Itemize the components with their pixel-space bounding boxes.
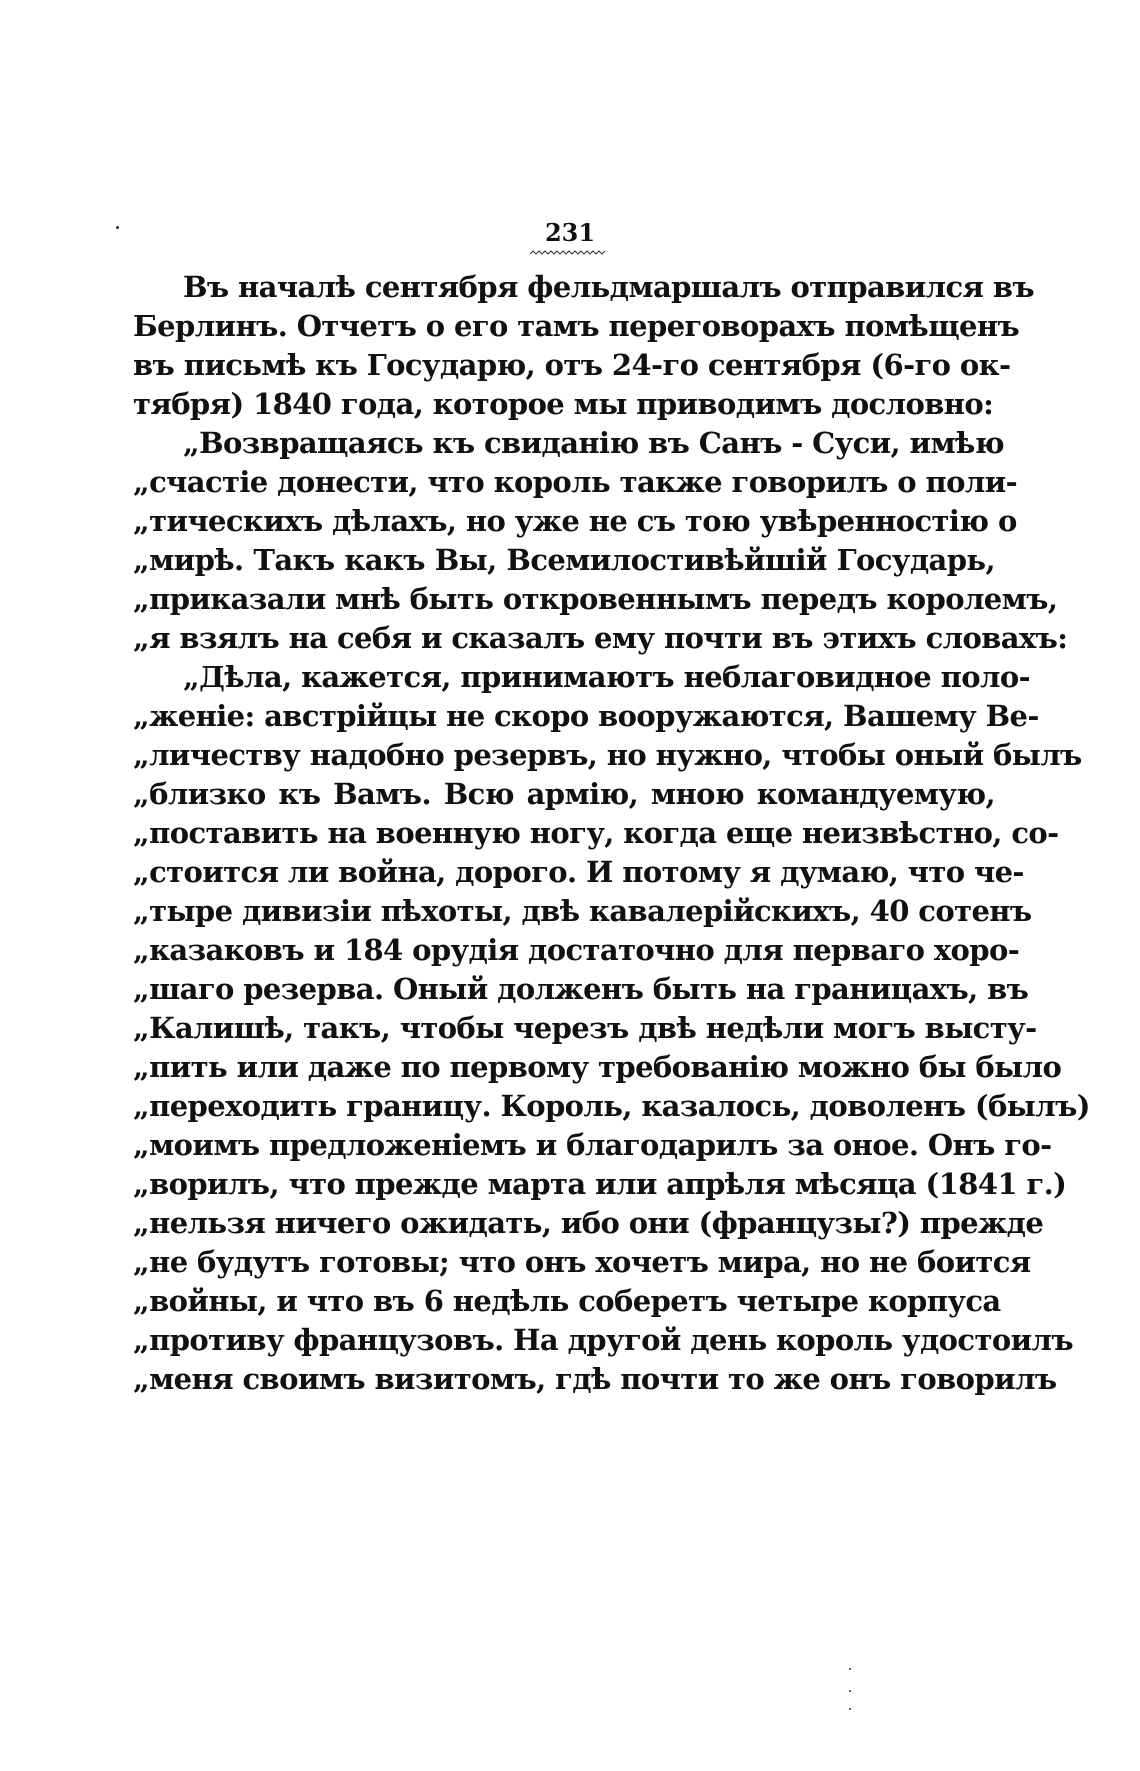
scan-speck bbox=[849, 1668, 851, 1670]
text-line: Въ началѣ сентября фельдмаршалъ отправился въ bbox=[183, 270, 1035, 304]
text-line: „противу французовъ. На другой день король удостоилъ bbox=[133, 1323, 1073, 1357]
text-line: „пить или даже по первому требованію можно бы было bbox=[133, 1050, 1062, 1084]
text-line: „стоится ли война, дорого. И потому я думаю, что че- bbox=[133, 855, 1024, 889]
text-line: „нельзя ничего ожидать, ибо они (французы?) прежде bbox=[133, 1206, 1044, 1240]
text-line: „Калишѣ, такъ, чтобы черезъ двѣ недѣли могъ высту- bbox=[133, 1011, 1037, 1045]
text-line: „поставить на военную ногу, когда еще неизвѣстно, со- bbox=[133, 816, 1059, 850]
paragraph bbox=[133, 658, 1090, 1399]
text-line: „личеству надобно резервъ, но нужно, чтобы оный былъ bbox=[133, 738, 1082, 772]
text-line: „счастіе донести, что король также говорилъ о поли- bbox=[133, 465, 1018, 499]
text-line: „меня своимъ визитомъ, гдѣ почти то же онъ говорилъ bbox=[133, 1362, 1057, 1396]
text-line: „мирѣ. Такъ какъ Вы, Всемилостивѣйшій Государь, bbox=[133, 543, 995, 577]
text-line: „не будутъ готовы; что онъ хочетъ мира, но не боится bbox=[133, 1245, 1031, 1279]
scan-speck bbox=[849, 1690, 851, 1692]
text-line: „женіе: австрійцы не скоро вооружаются, Вашему Ве- bbox=[133, 699, 1039, 733]
text-line: „я взялъ на себя и сказалъ ему почти въ этихъ словахъ: bbox=[133, 621, 1068, 655]
paragraph bbox=[133, 268, 1035, 424]
text-line: „тыре дивизіи пѣхоты, двѣ кавалерійскихъ, 40 сотенъ bbox=[133, 894, 1032, 928]
paragraph bbox=[133, 424, 1068, 658]
text-line: „тическихъ дѣлахъ, но уже не съ тою увѣренностію о bbox=[133, 504, 1017, 538]
text-line: „шаго резерва. Оный долженъ быть на границахъ, въ bbox=[133, 972, 1029, 1006]
text-line: „Дѣла, кажется, принимаютъ неблаговидное поло- bbox=[183, 660, 1031, 694]
page-number: 231 bbox=[544, 218, 596, 247]
text-line: „близко къ Вамъ. Всю армію, мною командуемую, bbox=[133, 777, 995, 811]
text-line: „Возвращаясь къ свиданію въ Санъ - Суси, имѣю bbox=[183, 426, 1004, 460]
text-line: „переходить границу. Король, казалось, доволенъ (былъ) bbox=[133, 1089, 1090, 1123]
text-line: „ворилъ, что прежде марта или апрѣля мѣсяца (1841 г.) bbox=[133, 1167, 1067, 1201]
text-line: Берлинъ. Отчетъ о его тамъ переговорахъ помѣщенъ bbox=[133, 309, 1020, 343]
text-line: въ письмѣ къ Государю, отъ 24-го сентября (6-го ок- bbox=[133, 348, 1011, 382]
text-line: „приказали мнѣ быть откровеннымъ передъ королемъ, bbox=[133, 582, 1058, 616]
page-number-ornament-rule bbox=[530, 250, 606, 256]
scan-speck bbox=[116, 226, 119, 229]
body-text bbox=[133, 268, 1090, 1399]
text-line: тября) 1840 года, которое мы приводимъ дословно: bbox=[133, 387, 994, 421]
scan-speck bbox=[849, 1708, 851, 1710]
text-line: „моимъ предложеніемъ и благодарилъ за оное. Онъ го- bbox=[133, 1128, 1052, 1162]
text-line: „казаковъ и 184 орудія достаточно для перваго хоро- bbox=[133, 933, 1020, 967]
text-line: „войны, и что въ 6 недѣль соберетъ четыре корпуса bbox=[133, 1284, 1001, 1318]
